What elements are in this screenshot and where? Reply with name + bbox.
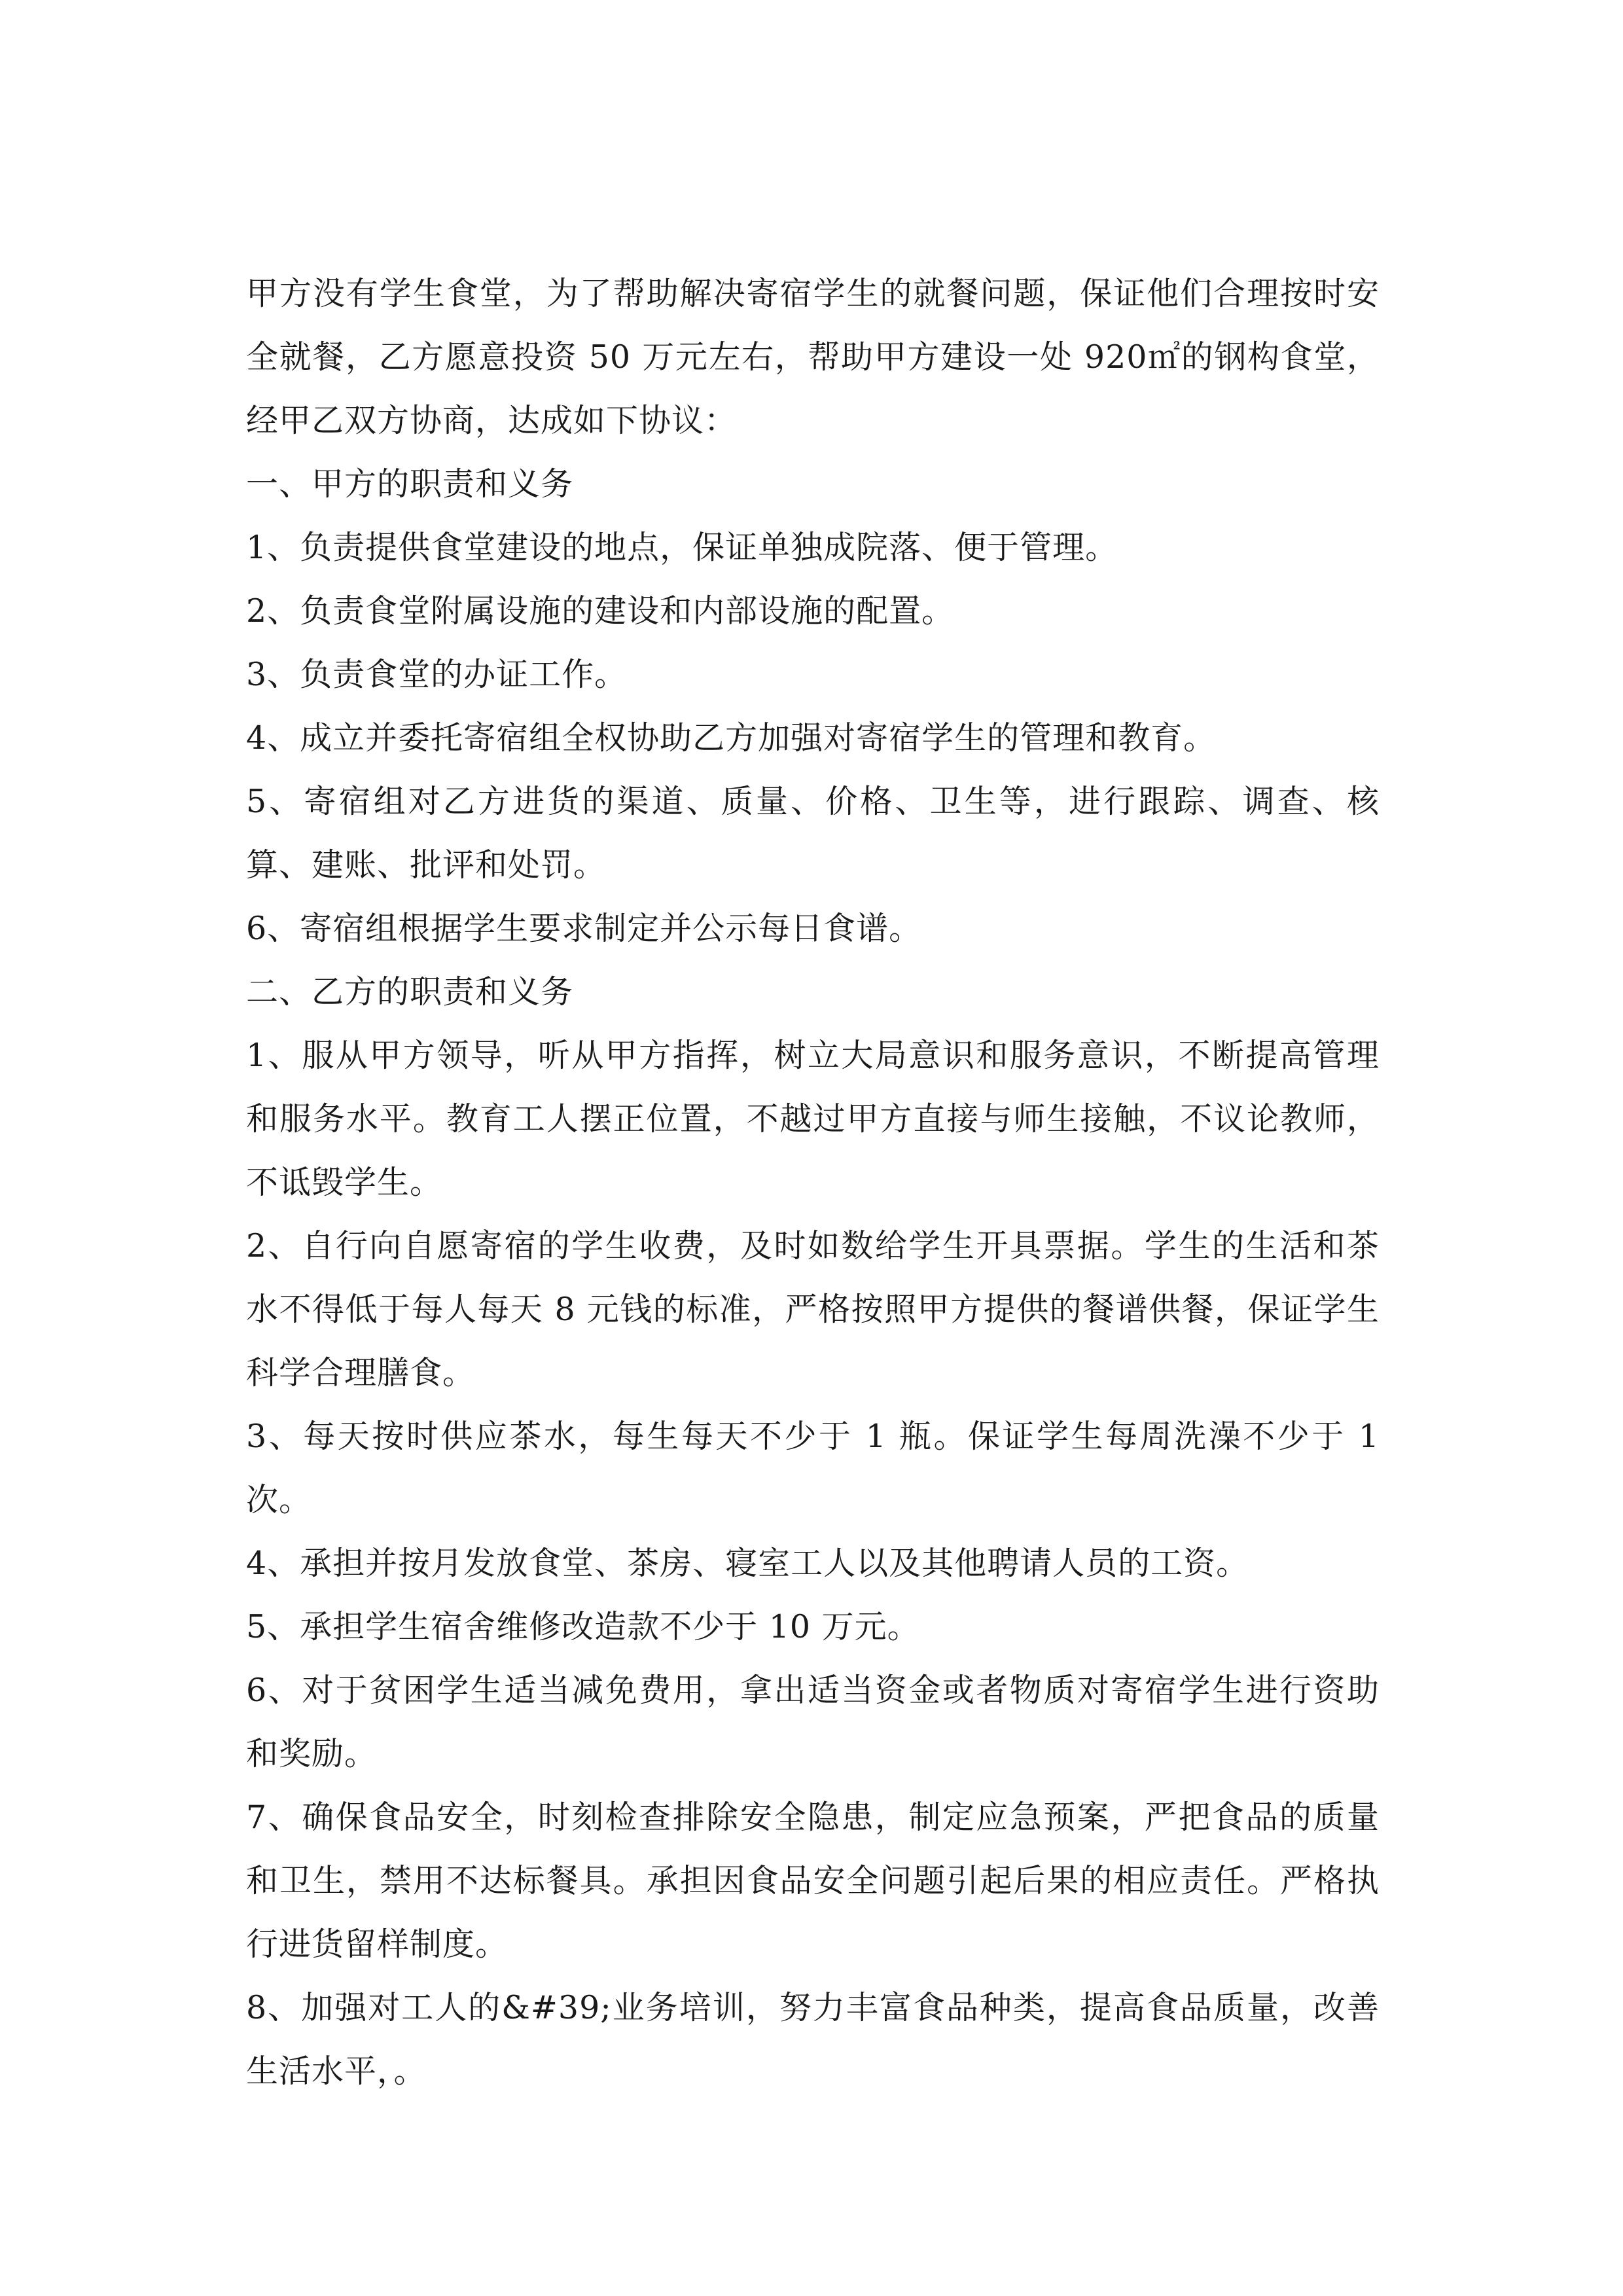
paragraph-b-item-8: 8、加强对工人的&#39;业务培训，努力丰富食品种类，提高食品质量，改善生活水平，。: [246, 1989, 1380, 2090]
heading-party-b-duties: 二、乙方的职责和义务: [246, 973, 574, 1011]
paragraph-a-item-3: 3、负责食堂的办证工作。: [246, 656, 628, 693]
paragraph-b-item-7: 7、确保食品安全，时刻检查排除安全隐患，制定应急预案，严把食品的质量和卫生，禁用不达标餐具。承担因食品安全问题引起后果的相应责任。严格执行进货留样制度。: [246, 1799, 1380, 1963]
paragraph-a-item-4: 4、成立并委托寄宿组全权协助乙方加强对寄宿学生的管理和教育。: [246, 719, 1217, 757]
paragraph-a-item-2: 2、负责食堂附属设施的建设和内部设施的配置。: [246, 592, 955, 630]
paragraph-b-item-1: 1、服从甲方领导，听从甲方指挥，树立大局意识和服务意识，不断提高管理和服务水平。教育工人摆正位置，不越过甲方直接与师生接触，不议论教师，不诋毁学生。: [246, 1037, 1380, 1201]
paragraph-a-item-5: 5、寄宿组对乙方进货的渠道、质量、价格、卫生等，进行跟踪、调查、核算、建账、批评和处罚。: [246, 783, 1380, 884]
heading-party-a-duties: 一、甲方的职责和义务: [246, 465, 574, 503]
paragraph-b-item-3: 3、每天按时供应茶水，每生每天不少于 1 瓶。保证学生每周洗澡不少于 1 次。: [246, 1418, 1380, 1518]
paragraph-b-item-5: 5、承担学生宿舍维修改造款不少于 10 万元。: [246, 1608, 920, 1645]
document-body: [246, 262, 1380, 2103]
paragraph-a-item-1: 1、负责提供食堂建设的地点，保证单独成院落、便于管理。: [246, 529, 1118, 566]
paragraph-intro: 甲方没有学生食堂，为了帮助解决寄宿学生的就餐问题，保证他们合理按时安全就餐，乙方愿意投资 50 万元左右，帮助甲方建设一处 920㎡的钢构食堂，经甲乙双方协商，达成如下协议：: [246, 275, 1380, 439]
paragraph-a-item-6: 6、寄宿组根据学生要求制定并公示每日食谱。: [246, 910, 922, 947]
paragraph-b-item-4: 4、承担并按月发放食堂、茶房、寝室工人以及其他聘请人员的工资。: [246, 1545, 1249, 1582]
paragraph-b-item-6: 6、对于贫困学生适当减免费用，拿出适当资金或者物质对寄宿学生进行资助和奖励。: [246, 1672, 1380, 1772]
paragraph-b-item-2: 2、自行向自愿寄宿的学生收费，及时如数给学生开具票据。学生的生活和茶水不得低于每人每天 8 元钱的标准，严格按照甲方提供的餐谱供餐，保证学生科学合理膳食。: [246, 1227, 1380, 1391]
